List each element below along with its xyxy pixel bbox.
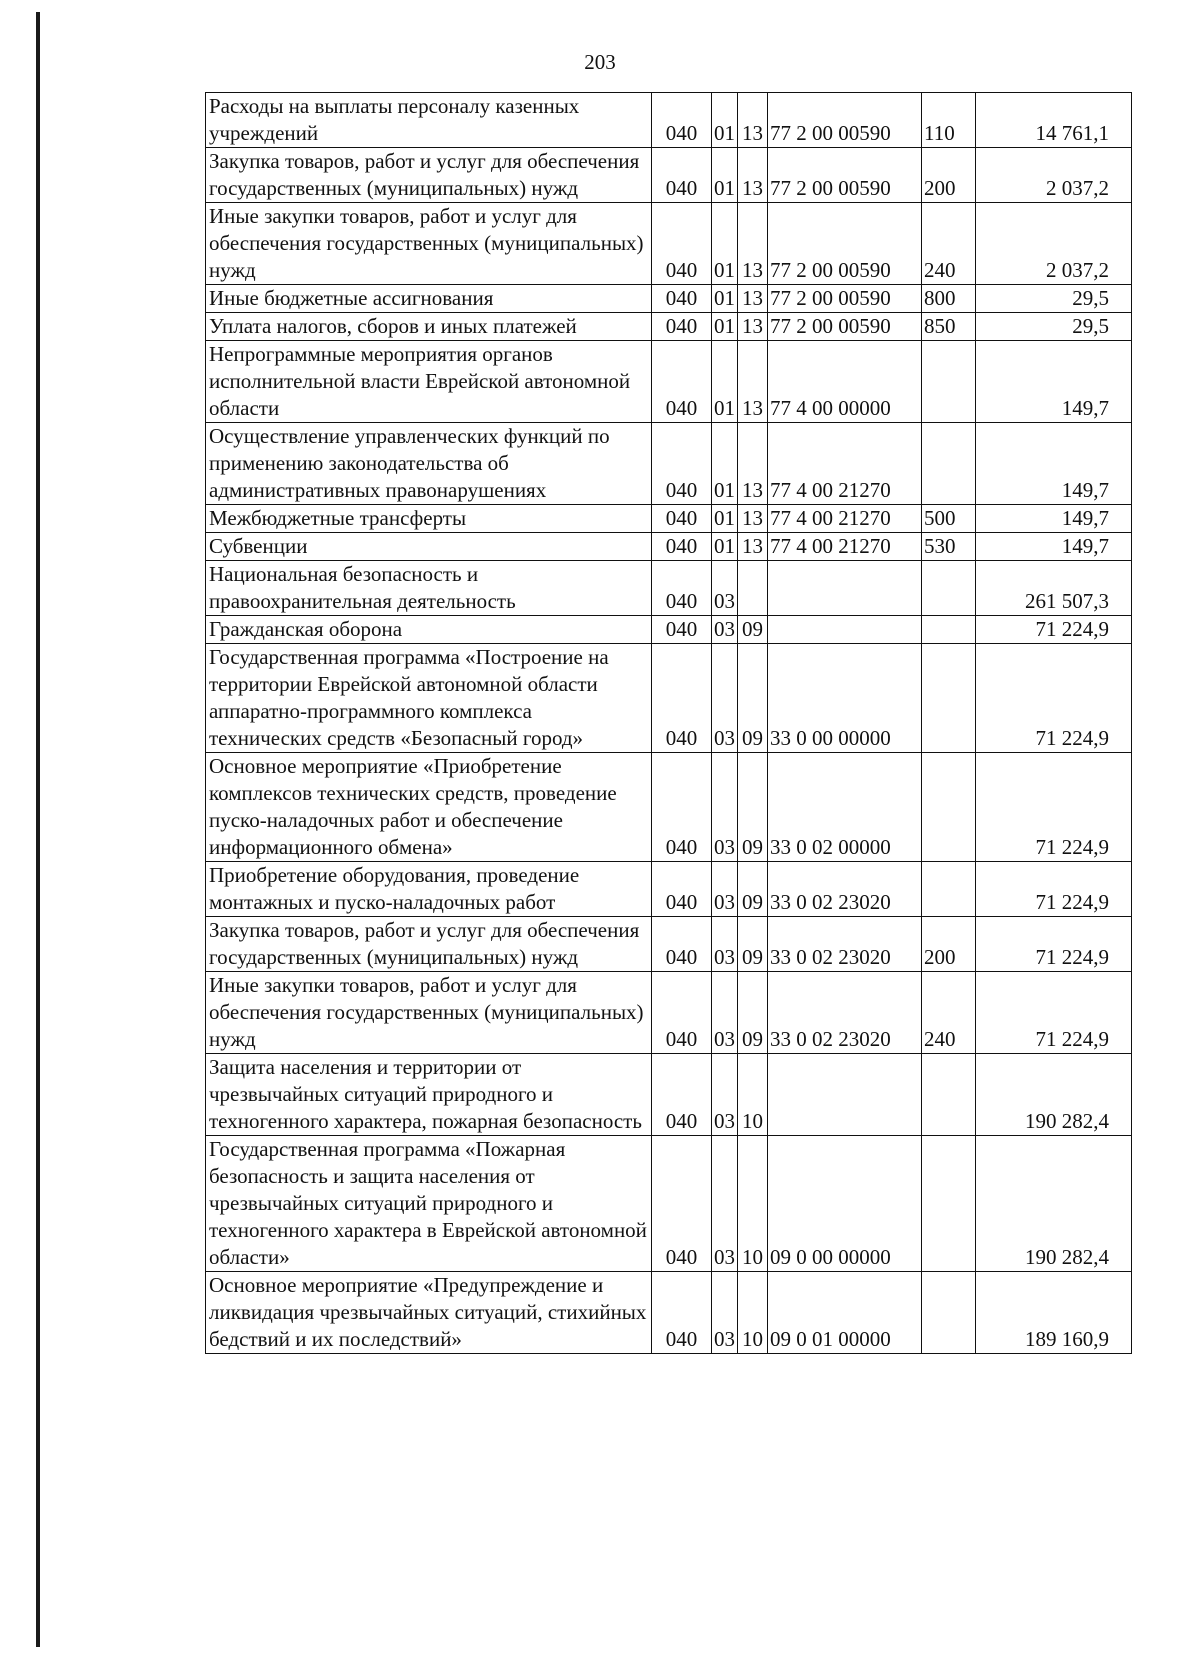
subsection-code-cell: 10 [738, 1136, 768, 1272]
expense-type-cell: 240 [922, 203, 976, 285]
row-name-cell: Иные бюджетные ассигнования [206, 285, 652, 313]
section-code-cell: 01 [712, 423, 738, 505]
expense-type-cell: 500 [922, 505, 976, 533]
subsection-code-cell: 13 [738, 341, 768, 423]
ministry-code-cell: 040 [652, 1136, 712, 1272]
target-article-cell: 33 0 02 23020 [768, 917, 922, 972]
expense-type-cell [922, 644, 976, 753]
section-code-cell: 01 [712, 533, 738, 561]
row-name-cell: Закупка товаров, работ и услуг для обеспечения государственных (муниципальных) нужд [206, 148, 652, 203]
expense-type-cell [922, 561, 976, 616]
table-row [206, 313, 1132, 341]
row-name-cell: Основное мероприятие «Предупреждение и ликвидация чрезвычайных ситуаций, стихийных бедствий и их последствий» [206, 1272, 652, 1354]
expense-type-cell [922, 1272, 976, 1354]
target-article-cell: 09 0 00 00000 [768, 1136, 922, 1272]
subsection-code-cell: 10 [738, 1054, 768, 1136]
target-article-cell: 09 0 01 00000 [768, 1272, 922, 1354]
section-code-cell: 03 [712, 644, 738, 753]
expense-type-cell [922, 341, 976, 423]
section-code-cell: 03 [712, 1272, 738, 1354]
ministry-code-cell: 040 [652, 616, 712, 644]
amount-cell: 149,7 [976, 341, 1132, 423]
target-article-cell: 33 0 02 23020 [768, 862, 922, 917]
ministry-code-cell: 040 [652, 148, 712, 203]
expense-type-cell [922, 423, 976, 505]
row-name-cell: Приобретение оборудования, проведение монтажных и пуско-наладочных работ [206, 862, 652, 917]
expense-type-cell [922, 616, 976, 644]
target-article-cell: 77 2 00 00590 [768, 203, 922, 285]
expense-type-cell: 850 [922, 313, 976, 341]
section-code-cell: 01 [712, 203, 738, 285]
section-code-cell: 03 [712, 1136, 738, 1272]
ministry-code-cell: 040 [652, 862, 712, 917]
ministry-code-cell: 040 [652, 93, 712, 148]
subsection-code-cell: 13 [738, 148, 768, 203]
row-name-cell: Иные закупки товаров, работ и услуг для обеспечения государственных (муниципальных) нужд [206, 203, 652, 285]
ministry-code-cell: 040 [652, 917, 712, 972]
expense-type-cell [922, 1054, 976, 1136]
amount-cell: 71 224,9 [976, 862, 1132, 917]
subsection-code-cell: 09 [738, 616, 768, 644]
ministry-code-cell: 040 [652, 1054, 712, 1136]
budget-table [205, 92, 1132, 1354]
subsection-code-cell: 09 [738, 753, 768, 862]
amount-cell: 149,7 [976, 533, 1132, 561]
subsection-code-cell [738, 561, 768, 616]
row-name-cell: Защита населения и территории от чрезвычайных ситуаций природного и техногенного характера, пожарная безопасность [206, 1054, 652, 1136]
ministry-code-cell: 040 [652, 203, 712, 285]
target-article-cell [768, 1054, 922, 1136]
table-row [206, 1136, 1132, 1272]
section-code-cell: 03 [712, 972, 738, 1054]
table-row [206, 644, 1132, 753]
ministry-code-cell: 040 [652, 285, 712, 313]
subsection-code-cell: 13 [738, 423, 768, 505]
expense-type-cell: 800 [922, 285, 976, 313]
section-code-cell: 01 [712, 505, 738, 533]
expense-type-cell [922, 862, 976, 917]
target-article-cell: 33 0 00 00000 [768, 644, 922, 753]
table-row [206, 616, 1132, 644]
subsection-code-cell: 09 [738, 972, 768, 1054]
expense-type-cell: 110 [922, 93, 976, 148]
amount-cell: 190 282,4 [976, 1054, 1132, 1136]
table-row [206, 1054, 1132, 1136]
expense-type-cell: 530 [922, 533, 976, 561]
amount-cell: 149,7 [976, 505, 1132, 533]
target-article-cell: 77 4 00 21270 [768, 423, 922, 505]
table-row [206, 1272, 1132, 1354]
amount-cell: 149,7 [976, 423, 1132, 505]
section-code-cell: 03 [712, 862, 738, 917]
expense-type-cell [922, 1136, 976, 1272]
amount-cell: 29,5 [976, 313, 1132, 341]
row-name-cell: Иные закупки товаров, работ и услуг для обеспечения государственных (муниципальных) нужд [206, 972, 652, 1054]
subsection-code-cell: 13 [738, 93, 768, 148]
expense-type-cell [922, 753, 976, 862]
subsection-code-cell: 13 [738, 313, 768, 341]
subsection-code-cell: 09 [738, 917, 768, 972]
row-name-cell: Национальная безопасность и правоохранительная деятельность [206, 561, 652, 616]
section-code-cell: 03 [712, 1054, 738, 1136]
amount-cell: 71 224,9 [976, 917, 1132, 972]
target-article-cell: 33 0 02 23020 [768, 972, 922, 1054]
ministry-code-cell: 040 [652, 561, 712, 616]
row-name-cell: Закупка товаров, работ и услуг для обеспечения государственных (муниципальных) нужд [206, 917, 652, 972]
target-article-cell: 77 2 00 00590 [768, 148, 922, 203]
ministry-code-cell: 040 [652, 423, 712, 505]
section-code-cell: 03 [712, 917, 738, 972]
amount-cell: 190 282,4 [976, 1136, 1132, 1272]
target-article-cell: 77 2 00 00590 [768, 313, 922, 341]
target-article-cell: 33 0 02 00000 [768, 753, 922, 862]
section-code-cell: 01 [712, 148, 738, 203]
ministry-code-cell: 040 [652, 753, 712, 862]
section-code-cell: 01 [712, 313, 738, 341]
section-code-cell: 01 [712, 285, 738, 313]
subsection-code-cell: 09 [738, 862, 768, 917]
subsection-code-cell: 13 [738, 533, 768, 561]
ministry-code-cell: 040 [652, 1272, 712, 1354]
row-name-cell: Осуществление управленческих функций по применению законодательства об административных правонарушениях [206, 423, 652, 505]
expense-type-cell: 200 [922, 917, 976, 972]
row-name-cell: Расходы на выплаты персоналу казенных учреждений [206, 93, 652, 148]
target-article-cell: 77 4 00 21270 [768, 533, 922, 561]
row-name-cell: Уплата налогов, сборов и иных платежей [206, 313, 652, 341]
section-code-cell: 03 [712, 561, 738, 616]
ministry-code-cell: 040 [652, 505, 712, 533]
section-code-cell: 03 [712, 616, 738, 644]
amount-cell: 71 224,9 [976, 972, 1132, 1054]
table-row [206, 505, 1132, 533]
subsection-code-cell: 13 [738, 285, 768, 313]
target-article-cell [768, 561, 922, 616]
table-row [206, 862, 1132, 917]
left-margin-line [36, 12, 40, 1647]
row-name-cell: Непрограммные мероприятия органов исполнительной власти Еврейской автономной области [206, 341, 652, 423]
table-row [206, 423, 1132, 505]
subsection-code-cell: 13 [738, 505, 768, 533]
amount-cell: 14 761,1 [976, 93, 1132, 148]
table-row [206, 203, 1132, 285]
ministry-code-cell: 040 [652, 533, 712, 561]
table-row [206, 285, 1132, 313]
amount-cell: 71 224,9 [976, 616, 1132, 644]
subsection-code-cell: 13 [738, 203, 768, 285]
ministry-code-cell: 040 [652, 972, 712, 1054]
section-code-cell: 01 [712, 341, 738, 423]
amount-cell: 71 224,9 [976, 753, 1132, 862]
table-row [206, 561, 1132, 616]
table-row [206, 533, 1132, 561]
subsection-code-cell: 10 [738, 1272, 768, 1354]
amount-cell: 2 037,2 [976, 148, 1132, 203]
amount-cell: 71 224,9 [976, 644, 1132, 753]
row-name-cell: Межбюджетные трансферты [206, 505, 652, 533]
ministry-code-cell: 040 [652, 644, 712, 753]
table-row [206, 341, 1132, 423]
amount-cell: 29,5 [976, 285, 1132, 313]
row-name-cell: Гражданская оборона [206, 616, 652, 644]
target-article-cell: 77 2 00 00590 [768, 285, 922, 313]
amount-cell: 261 507,3 [976, 561, 1132, 616]
ministry-code-cell: 040 [652, 313, 712, 341]
row-name-cell: Основное мероприятие «Приобретение комплексов технических средств, проведение пуско-наладочных работ и обеспечение информационного обмена» [206, 753, 652, 862]
target-article-cell: 77 4 00 00000 [768, 341, 922, 423]
section-code-cell: 01 [712, 93, 738, 148]
table-row [206, 753, 1132, 862]
target-article-cell [768, 616, 922, 644]
ministry-code-cell: 040 [652, 341, 712, 423]
target-article-cell: 77 2 00 00590 [768, 93, 922, 148]
table-row [206, 972, 1132, 1054]
table-row [206, 93, 1132, 148]
table-row [206, 148, 1132, 203]
subsection-code-cell: 09 [738, 644, 768, 753]
expense-type-cell: 200 [922, 148, 976, 203]
budget-table-body [206, 93, 1132, 1354]
row-name-cell: Субвенции [206, 533, 652, 561]
page-number: 203 [584, 50, 616, 74]
amount-cell: 189 160,9 [976, 1272, 1132, 1354]
row-name-cell: Государственная программа «Построение на территории Еврейской автономной области аппаратно-программного комплекса технических средств «Безопасный город» [206, 644, 652, 753]
target-article-cell: 77 4 00 21270 [768, 505, 922, 533]
table-row [206, 917, 1132, 972]
row-name-cell: Государственная программа «Пожарная безопасность и защита населения от чрезвычайных ситуаций природного и техногенного характера в Еврейской автономной области» [206, 1136, 652, 1272]
amount-cell: 2 037,2 [976, 203, 1132, 285]
section-code-cell: 03 [712, 753, 738, 862]
expense-type-cell: 240 [922, 972, 976, 1054]
